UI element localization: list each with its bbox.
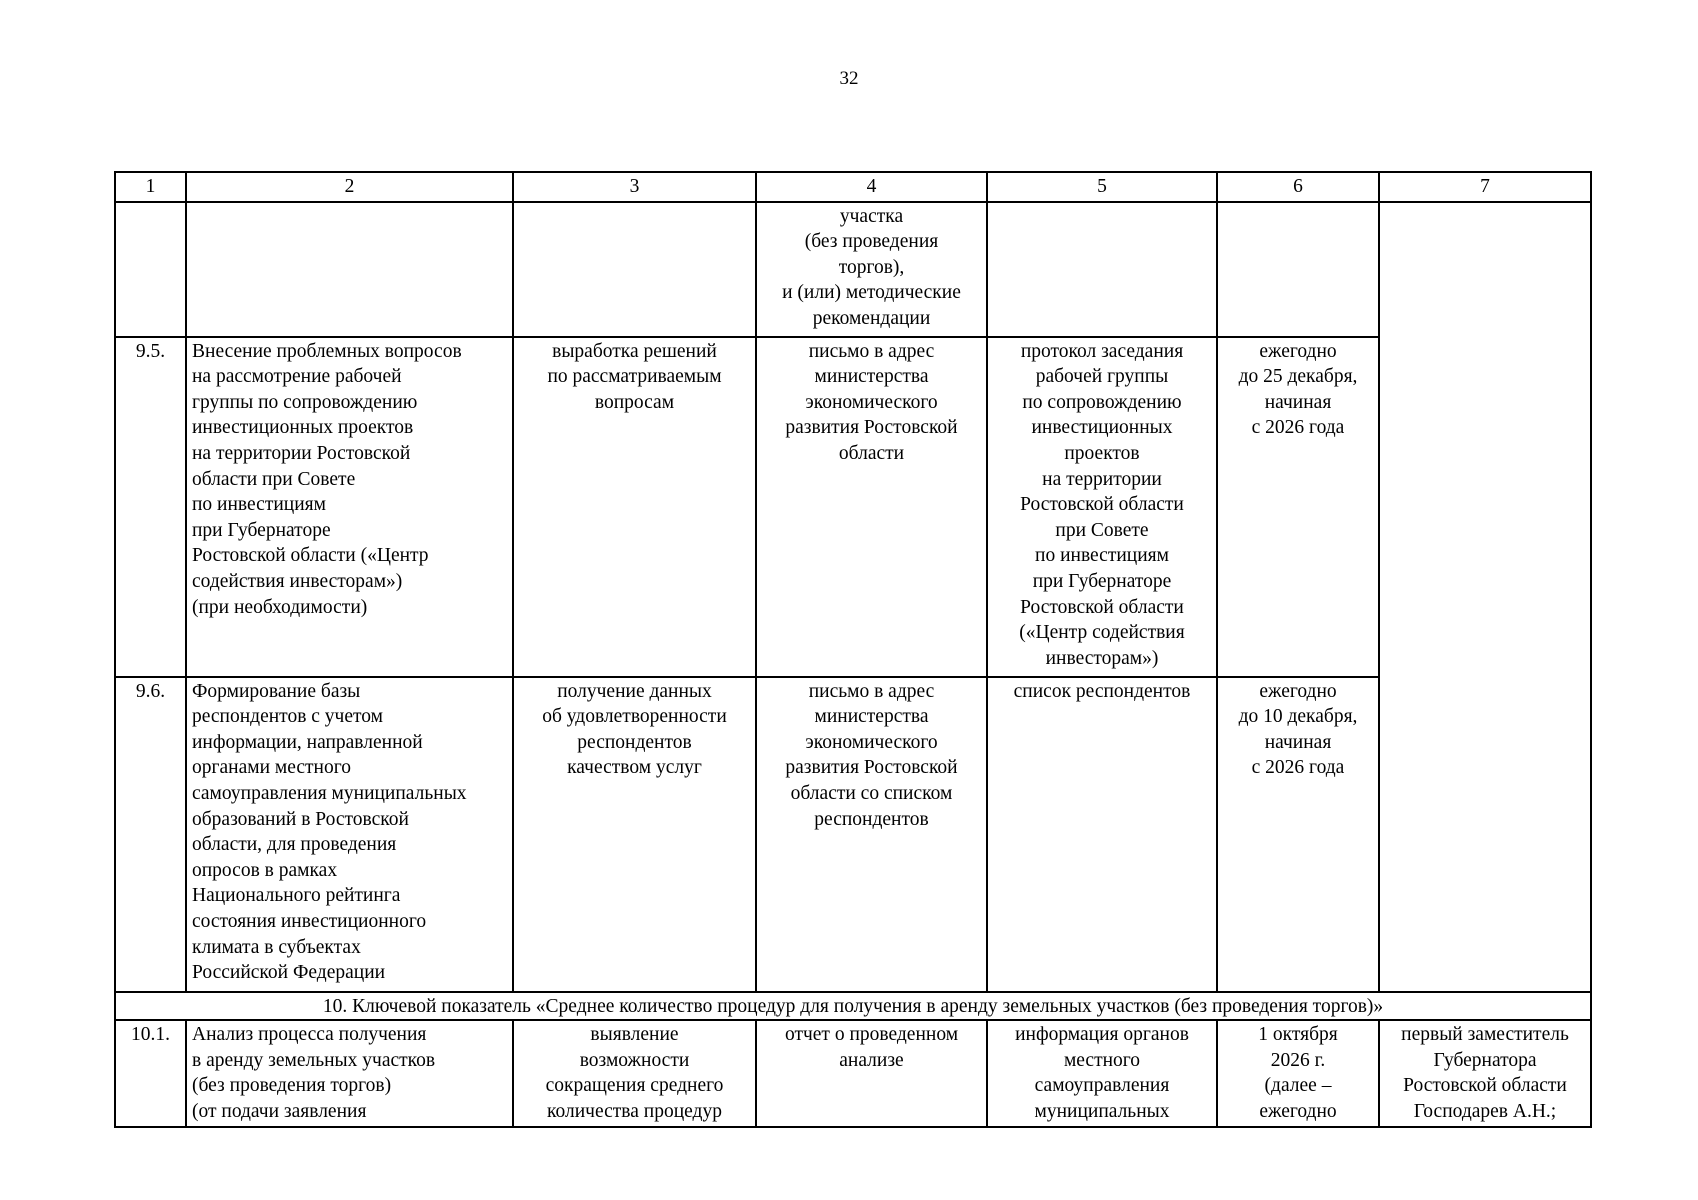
responsible-merged-cell [1379, 202, 1591, 992]
cell-text-line: области со списком [790, 782, 953, 804]
cell-text-line: выявление [590, 1024, 679, 1046]
cell-text-line: группы по сопровождению [192, 391, 418, 413]
section-heading: 10. Ключевой показатель «Среднее количество процедур для получения в аренду земельных участков (без проведения торгов)» [115, 992, 1591, 1021]
cell-text-line: торгов), [838, 256, 905, 278]
page-number: 32 [839, 68, 859, 89]
cell-text-line: по рассматриваемым [547, 366, 722, 388]
cell-text-line: (без проведения торгов) [192, 1075, 392, 1097]
cell-text-line: («Центр содействия [1019, 622, 1185, 644]
cell-text-line: области [838, 442, 905, 464]
empty-cell [115, 202, 186, 337]
result-cell [756, 202, 987, 337]
cell-text-line: с 2026 года [1251, 417, 1345, 439]
cell-text-line: отчет о проведенном [784, 1024, 959, 1046]
document-cell [987, 337, 1217, 677]
cell-text-line: ежегодно [1259, 1100, 1337, 1122]
cell-text-line: экономического [805, 391, 938, 413]
goal-cell [513, 337, 756, 677]
cell-text-line: органами местного [192, 757, 351, 779]
cell-text-line: список респондентов [1013, 680, 1191, 702]
cell-text-line: Ростовской области [1020, 494, 1184, 516]
cell-text-line: респондентов [814, 808, 929, 830]
cell-text-line: области при Совете [192, 468, 356, 490]
cell-text-line: Внесение проблемных вопросов [192, 340, 462, 362]
cell-text-line: ежегодно [1259, 680, 1337, 702]
cell-text-line: по сопровождению [1022, 391, 1182, 413]
cell-text-line: Российской Федерации [192, 962, 386, 984]
cell-text-line: муниципальных [1034, 1100, 1170, 1122]
cell-text-line: состояния инвестиционного [192, 910, 427, 932]
empty-cell [513, 202, 756, 337]
cell-text-line: количества процедур [547, 1100, 722, 1122]
cell-text-line: рекомендации [812, 307, 931, 329]
cell-text-line: письмо в адрес [808, 340, 935, 362]
continued-row [115, 202, 1591, 337]
column-number: 7 [1379, 172, 1591, 202]
cell-text-line: анализе [839, 1049, 904, 1071]
cell-text-line: экономического [805, 731, 938, 753]
cell-text-line: Анализ процесса получения [192, 1024, 427, 1046]
cell-text-line: на территории [1042, 468, 1162, 490]
cell-text-line: по инвестициям [1035, 545, 1169, 567]
deadline-cell [1217, 337, 1379, 677]
cell-text-line: климата в субъектах [192, 936, 361, 958]
row-number: 10.1. [115, 1020, 186, 1127]
goal-cell [513, 1020, 756, 1127]
cell-text-line: рабочей группы [1035, 366, 1169, 388]
document-cell [987, 1020, 1217, 1127]
cell-text-line: информации, направленной [192, 731, 423, 753]
cell-text-line: (от подачи заявления [192, 1100, 367, 1122]
deadline-cell [1217, 1020, 1379, 1127]
cell-text-line: получение данных [557, 680, 712, 702]
cell-text-line: при Губернаторе [1032, 570, 1172, 592]
cell-text-line: ежегодно [1259, 340, 1337, 362]
cell-text-line: Губернатора [1433, 1049, 1537, 1071]
cell-text-line: начиная [1264, 731, 1332, 753]
cell-text-line: протокол заседания [1020, 340, 1184, 362]
cell-text-line: 2026 г. [1270, 1049, 1326, 1071]
column-number: 2 [186, 172, 513, 202]
cell-text-line: об удовлетворенности [542, 706, 727, 728]
cell-text-line: вопросам [594, 391, 675, 413]
cell-text-line: Формирование базы [192, 680, 361, 702]
table-row-10-1 [115, 1020, 1591, 1127]
empty-cell [186, 202, 513, 337]
cell-text-line: информация органов [1015, 1024, 1189, 1046]
cell-text-line: развития Ростовской [785, 417, 958, 439]
cell-text-line: письмо в адрес [808, 680, 935, 702]
cell-text-line: выработка решений [552, 340, 717, 362]
cell-text-line: инвесторам») [1045, 647, 1159, 669]
action-cell [186, 337, 513, 677]
empty-cell [987, 202, 1217, 337]
table-row-9-5 [115, 337, 1591, 677]
cell-text-line: (далее – [1264, 1075, 1332, 1097]
column-number: 4 [756, 172, 987, 202]
cell-text-line: содействия инвесторам») [192, 570, 403, 592]
goal-cell [513, 677, 756, 992]
cell-text-line: при Совете [1055, 519, 1149, 541]
column-number: 6 [1217, 172, 1379, 202]
cell-text-line: сокращения среднего [545, 1075, 724, 1097]
action-cell [186, 1020, 513, 1127]
cell-text-line: инвестиционных проектов [192, 417, 414, 439]
cell-text-line: (без проведения [804, 231, 939, 253]
result-cell [756, 337, 987, 677]
cell-text-line: (при необходимости) [192, 596, 368, 618]
deadline-cell [1217, 677, 1379, 992]
row-number: 9.6. [115, 677, 186, 992]
column-number: 3 [513, 172, 756, 202]
action-plan-table [114, 171, 1592, 1128]
cell-text-line: на рассмотрение рабочей [192, 366, 402, 388]
section-heading-row [115, 992, 1591, 1021]
cell-text-line: Национального рейтинга [192, 885, 401, 907]
cell-text-line: образований в Ростовской [192, 808, 409, 830]
action-cell [186, 677, 513, 992]
cell-text-line: опросов в рамках [192, 859, 338, 881]
row-number: 9.5. [115, 337, 186, 677]
cell-text-line: по инвестициям [192, 494, 326, 516]
cell-text-line: области, для проведения [192, 834, 397, 856]
cell-text-line: министерства [814, 366, 929, 388]
column-number-row [115, 172, 1591, 202]
cell-text-line: Ростовской области [1403, 1075, 1567, 1097]
cell-text-line: министерства [814, 706, 929, 728]
cell-text-line: начиная [1264, 391, 1332, 413]
cell-text-line: до 10 декабря, [1238, 706, 1358, 728]
cell-text-line: в аренду земельных участков [192, 1049, 436, 1071]
column-number: 5 [987, 172, 1217, 202]
cell-text-line: респондентов [577, 731, 692, 753]
cell-text-line: Ростовской области («Центр [192, 545, 429, 567]
cell-text-line: возможности [579, 1049, 690, 1071]
cell-text-line: проектов [1064, 442, 1140, 464]
cell-text-line: качеством услуг [567, 757, 702, 779]
cell-text-line: первый заместитель [1401, 1024, 1569, 1046]
cell-text-line: Господарев А.Н.; [1413, 1100, 1557, 1122]
responsible-cell [1379, 1020, 1591, 1127]
cell-text-line: при Губернаторе [192, 519, 331, 541]
cell-text-line: с 2026 года [1251, 757, 1345, 779]
cell-text-line: на территории Ростовской [192, 442, 411, 464]
cell-text-line: и (или) методические [782, 282, 961, 304]
cell-text-line: 1 октября [1258, 1024, 1338, 1046]
cell-text-line: участка [839, 205, 904, 227]
result-cell [756, 677, 987, 992]
cell-text-line: самоуправления муниципальных [192, 782, 467, 804]
table-row-9-6 [115, 677, 1591, 992]
result-cell [756, 1020, 987, 1127]
document-cell [987, 677, 1217, 992]
empty-cell [1217, 202, 1379, 337]
cell-text-line: инвестиционных [1031, 417, 1173, 439]
cell-text-line: развития Ростовской [785, 757, 958, 779]
column-number: 1 [115, 172, 186, 202]
cell-text-line: до 25 декабря, [1238, 366, 1358, 388]
cell-text-line: местного [1063, 1049, 1141, 1071]
cell-text-line: самоуправления [1034, 1075, 1170, 1097]
cell-text-line: Ростовской области [1020, 596, 1184, 618]
cell-text-line: респондентов с учетом [192, 706, 384, 728]
